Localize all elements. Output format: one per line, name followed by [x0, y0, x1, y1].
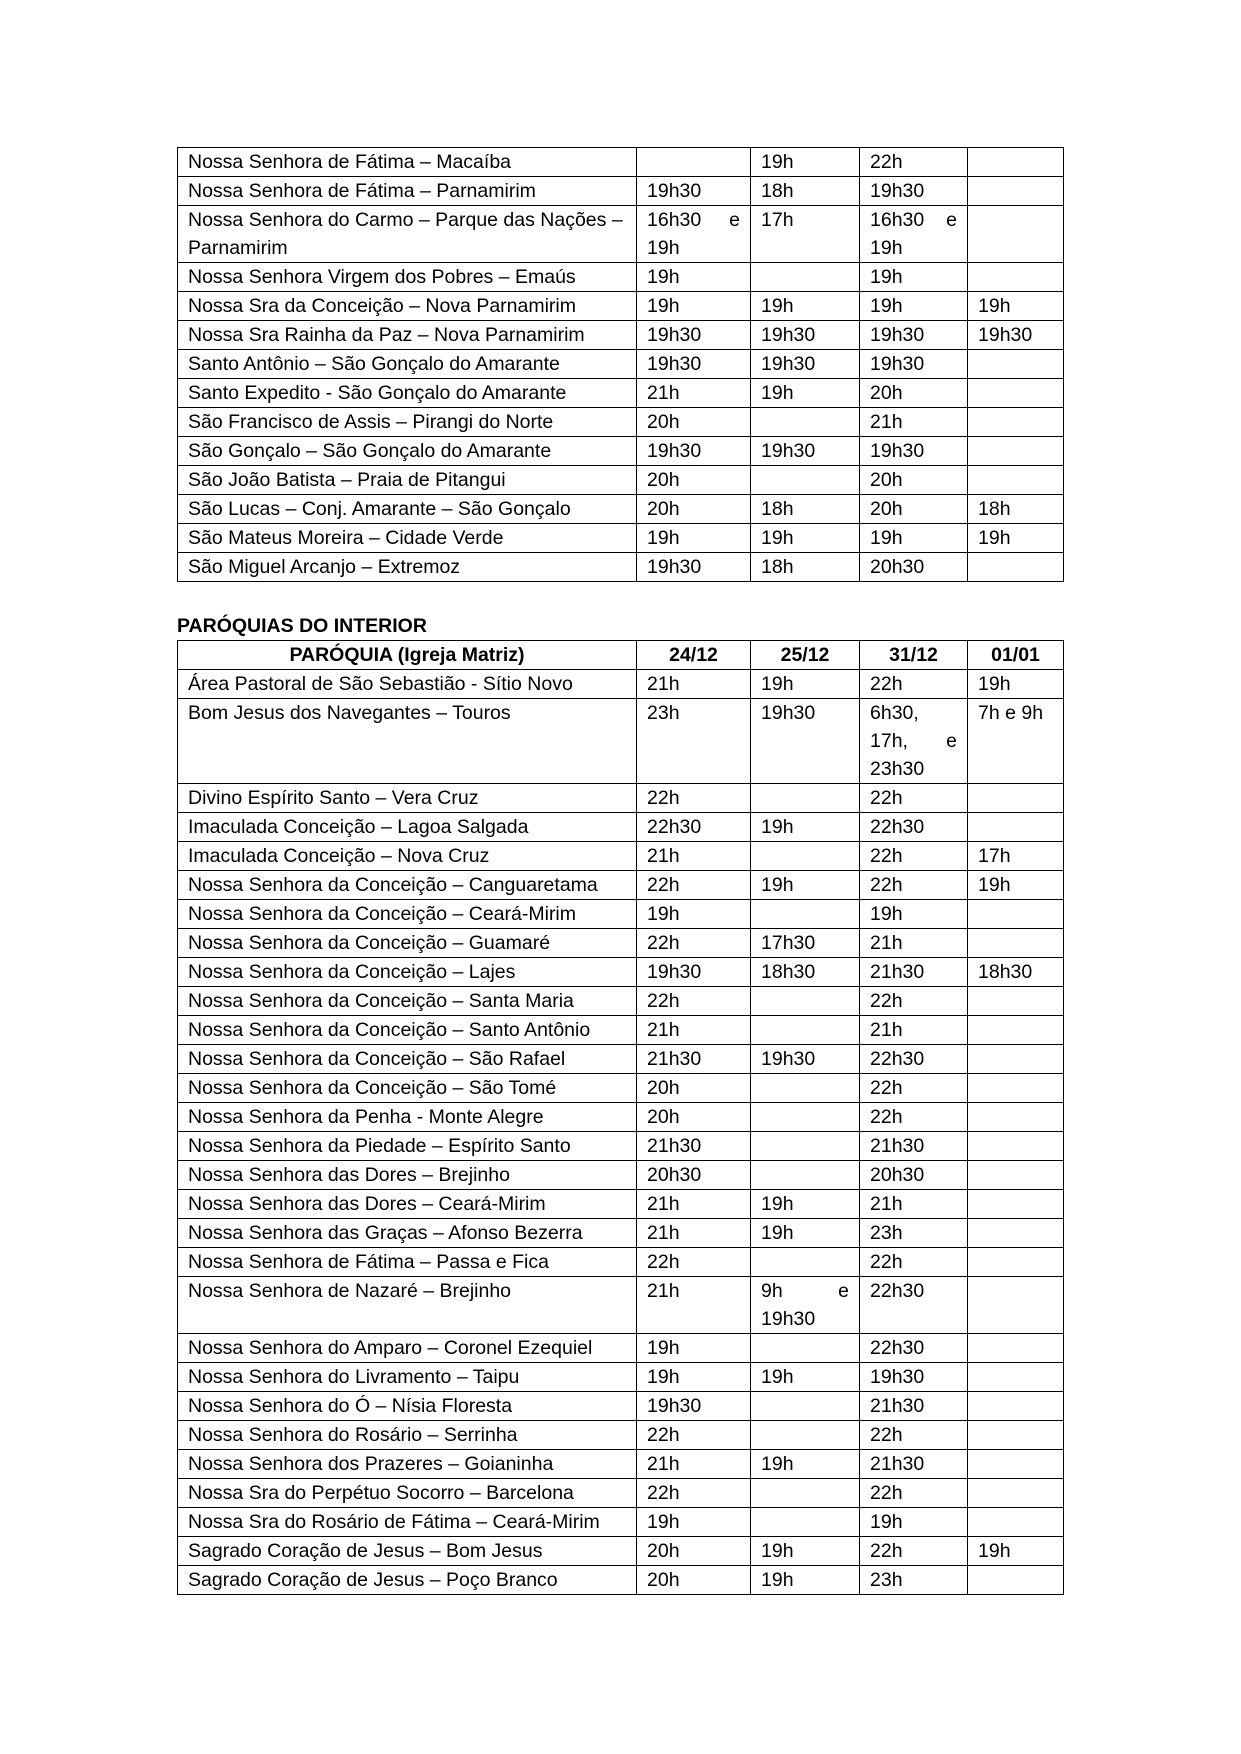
cell-parish: Nossa Senhora da Conceição – Guamaré — [178, 929, 637, 958]
cell-24-12 — [637, 148, 751, 177]
cell-24-12: 16h30 e 19h — [637, 206, 751, 263]
cell-25-12: 19h — [751, 148, 860, 177]
cell-31-12: 21h30 — [860, 1132, 968, 1161]
table-row — [178, 1074, 1064, 1103]
cell-01-01 — [968, 466, 1064, 495]
cell-01-01: 18h — [968, 495, 1064, 524]
cell-parish: Nossa Senhora das Dores – Brejinho — [178, 1161, 637, 1190]
cell-24-12: 19h30 — [637, 350, 751, 379]
cell-parish: Sagrado Coração de Jesus – Bom Jesus — [178, 1537, 637, 1566]
table-row — [178, 1479, 1064, 1508]
cell-31-12: 22h30 — [860, 1334, 968, 1363]
cell-24-12: 19h — [637, 1334, 751, 1363]
cell-01-01: 19h — [968, 670, 1064, 699]
cell-25-12 — [751, 1132, 860, 1161]
cell-parish: São Mateus Moreira – Cidade Verde — [178, 524, 637, 553]
cell-01-01 — [968, 813, 1064, 842]
cell-01-01 — [968, 1161, 1064, 1190]
cell-parish: Nossa Sra da Conceição – Nova Parnamirim — [178, 292, 637, 321]
cell-31-12: 19h30 — [860, 350, 968, 379]
cell-24-12: 22h — [637, 929, 751, 958]
cell-24-12: 19h — [637, 1363, 751, 1392]
cell-25-12 — [751, 408, 860, 437]
cell-25-12: 19h30 — [751, 350, 860, 379]
cell-parish: Nossa Senhora do Rosário – Serrinha — [178, 1421, 637, 1450]
cell-parish: Nossa Senhora de Nazaré – Brejinho — [178, 1277, 637, 1334]
cell-24-12: 21h — [637, 1219, 751, 1248]
table-row — [178, 1334, 1064, 1363]
cell-24-12: 20h — [637, 1074, 751, 1103]
cell-31-12: 22h — [860, 987, 968, 1016]
table-row — [178, 813, 1064, 842]
cell-01-01 — [968, 1132, 1064, 1161]
table-row — [178, 1450, 1064, 1479]
table-row — [178, 350, 1064, 379]
table-row — [178, 206, 1064, 263]
cell-parish: Nossa Senhora de Fátima – Macaíba — [178, 148, 637, 177]
cell-01-01: 17h — [968, 842, 1064, 871]
table-row — [178, 1392, 1064, 1421]
cell-01-01 — [968, 1508, 1064, 1537]
cell-parish: Sagrado Coração de Jesus – Poço Branco — [178, 1566, 637, 1595]
cell-24-12: 19h30 — [637, 437, 751, 466]
cell-01-01: 19h30 — [968, 321, 1064, 350]
cell-parish: Nossa Senhora do Amparo – Coronel Ezequiel — [178, 1334, 637, 1363]
cell-25-12: 19h — [751, 379, 860, 408]
cell-24-12: 21h — [637, 1016, 751, 1045]
cell-01-01 — [968, 1045, 1064, 1074]
cell-24-12: 22h — [637, 1479, 751, 1508]
cell-31-12: 20h — [860, 495, 968, 524]
table-row — [178, 148, 1064, 177]
cell-31-12: 22h30 — [860, 813, 968, 842]
cell-parish: Nossa Senhora das Graças – Afonso Bezerra — [178, 1219, 637, 1248]
table-row — [178, 670, 1064, 699]
cell-25-12: 19h — [751, 1363, 860, 1392]
cell-31-12: 20h — [860, 466, 968, 495]
cell-01-01: 19h — [968, 1537, 1064, 1566]
cell-24-12: 19h30 — [637, 321, 751, 350]
cell-01-01 — [968, 1334, 1064, 1363]
cell-31-12: 23h — [860, 1566, 968, 1595]
table-row — [178, 1537, 1064, 1566]
table-row — [178, 1219, 1064, 1248]
cell-01-01 — [968, 379, 1064, 408]
cell-31-12: 22h — [860, 871, 968, 900]
cell-01-01 — [968, 1190, 1064, 1219]
cell-01-01 — [968, 1566, 1064, 1595]
cell-parish: São Lucas – Conj. Amarante – São Gonçalo — [178, 495, 637, 524]
cell-31-12: 22h30 — [860, 1277, 968, 1334]
cell-31-12: 20h30 — [860, 1161, 968, 1190]
header-date-01-01: 01/01 — [968, 641, 1064, 670]
cell-01-01 — [968, 1074, 1064, 1103]
cell-25-12: 19h — [751, 292, 860, 321]
cell-01-01 — [968, 553, 1064, 582]
cell-31-12: 23h — [860, 1219, 968, 1248]
cell-25-12: 19h — [751, 1219, 860, 1248]
cell-24-12: 19h — [637, 524, 751, 553]
cell-31-12: 22h — [860, 1537, 968, 1566]
cell-25-12: 18h30 — [751, 958, 860, 987]
cell-25-12: 19h — [751, 524, 860, 553]
cell-01-01 — [968, 1277, 1064, 1334]
header-date-24-12: 24/12 — [637, 641, 751, 670]
cell-25-12 — [751, 842, 860, 871]
cell-24-12: 21h30 — [637, 1045, 751, 1074]
cell-parish: Nossa Senhora da Conceição – Ceará-Mirim — [178, 900, 637, 929]
cell-parish: Nossa Senhora Virgem dos Pobres – Emaús — [178, 263, 637, 292]
cell-25-12 — [751, 987, 860, 1016]
cell-31-12: 19h30 — [860, 177, 968, 206]
cell-01-01 — [968, 784, 1064, 813]
cell-25-12 — [751, 263, 860, 292]
table-row — [178, 842, 1064, 871]
cell-25-12: 19h — [751, 871, 860, 900]
cell-01-01 — [968, 900, 1064, 929]
cell-24-12: 19h30 — [637, 1392, 751, 1421]
cell-24-12: 21h — [637, 379, 751, 408]
cell-31-12: 22h — [860, 1248, 968, 1277]
cell-25-12: 18h — [751, 177, 860, 206]
cell-25-12 — [751, 784, 860, 813]
cell-parish: Santo Expedito - São Gonçalo do Amarante — [178, 379, 637, 408]
table-row — [178, 1190, 1064, 1219]
interior-parish-schedule-table — [177, 640, 1064, 1595]
table-row — [178, 987, 1064, 1016]
table-row — [178, 321, 1064, 350]
cell-24-12: 20h30 — [637, 1161, 751, 1190]
cell-24-12: 21h — [637, 1190, 751, 1219]
table-row — [178, 263, 1064, 292]
cell-31-12: 19h30 — [860, 1363, 968, 1392]
cell-01-01: 7h e 9h — [968, 699, 1064, 784]
cell-31-12: 20h — [860, 379, 968, 408]
cell-25-12: 19h — [751, 813, 860, 842]
cell-24-12: 19h — [637, 900, 751, 929]
table-row — [178, 437, 1064, 466]
cell-31-12: 22h — [860, 1479, 968, 1508]
cell-25-12 — [751, 900, 860, 929]
cell-25-12: 18h — [751, 553, 860, 582]
table-row — [178, 900, 1064, 929]
cell-parish: Nossa Sra do Rosário de Fátima – Ceará-Mirim — [178, 1508, 637, 1537]
cell-01-01: 18h30 — [968, 958, 1064, 987]
cell-24-12: 19h30 — [637, 553, 751, 582]
cell-24-12: 21h — [637, 842, 751, 871]
cell-31-12: 19h — [860, 1508, 968, 1537]
cell-01-01 — [968, 408, 1064, 437]
cell-25-12: 17h — [751, 206, 860, 263]
cell-31-12: 21h — [860, 1016, 968, 1045]
cell-24-12: 21h30 — [637, 1132, 751, 1161]
cell-25-12 — [751, 1392, 860, 1421]
table-body — [178, 670, 1064, 1595]
table-row — [178, 1161, 1064, 1190]
cell-01-01 — [968, 350, 1064, 379]
cell-31-12: 19h — [860, 900, 968, 929]
cell-parish: Imaculada Conceição – Nova Cruz — [178, 842, 637, 871]
table-row — [178, 1103, 1064, 1132]
cell-01-01 — [968, 206, 1064, 263]
table-row — [178, 929, 1064, 958]
cell-24-12: 19h30 — [637, 177, 751, 206]
cell-31-12: 21h30 — [860, 958, 968, 987]
cell-24-12: 19h — [637, 292, 751, 321]
table-row — [178, 1508, 1064, 1537]
cell-24-12: 22h — [637, 784, 751, 813]
cell-parish: Nossa Senhora do Livramento – Taipu — [178, 1363, 637, 1392]
cell-parish: Nossa Senhora da Conceição – Lajes — [178, 958, 637, 987]
cell-24-12: 22h — [637, 1248, 751, 1277]
cell-24-12: 22h — [637, 871, 751, 900]
cell-25-12 — [751, 1248, 860, 1277]
cell-25-12 — [751, 1508, 860, 1537]
cell-parish: Santo Antônio – São Gonçalo do Amarante — [178, 350, 637, 379]
cell-parish: Nossa Senhora das Dores – Ceará-Mirim — [178, 1190, 637, 1219]
cell-24-12: 21h — [637, 1277, 751, 1334]
cell-parish: Nossa Senhora da Penha - Monte Alegre — [178, 1103, 637, 1132]
table-row — [178, 1363, 1064, 1392]
cell-01-01 — [968, 1421, 1064, 1450]
cell-parish: Nossa Senhora da Conceição – Santa Maria — [178, 987, 637, 1016]
cell-parish: Nossa Sra do Perpétuo Socorro – Barcelona — [178, 1479, 637, 1508]
cell-parish: São Miguel Arcanjo – Extremoz — [178, 553, 637, 582]
cell-parish: São Gonçalo – São Gonçalo do Amarante — [178, 437, 637, 466]
section-title-interior: PARÓQUIAS DO INTERIOR — [177, 615, 427, 637]
cell-parish: Nossa Senhora de Fátima – Passa e Fica — [178, 1248, 637, 1277]
cell-24-12: 19h — [637, 1508, 751, 1537]
cell-31-12: 22h — [860, 1074, 968, 1103]
cell-24-12: 22h — [637, 1421, 751, 1450]
cell-31-12: 21h30 — [860, 1450, 968, 1479]
cell-24-12: 19h30 — [637, 958, 751, 987]
cell-01-01 — [968, 929, 1064, 958]
cell-25-12 — [751, 1074, 860, 1103]
cell-parish: Nossa Senhora dos Prazeres – Goianinha — [178, 1450, 637, 1479]
cell-31-12: 22h — [860, 670, 968, 699]
cell-25-12 — [751, 1016, 860, 1045]
table-row — [178, 958, 1064, 987]
cell-24-12: 20h — [637, 408, 751, 437]
cell-31-12: 16h30 e 19h — [860, 206, 968, 263]
cell-01-01 — [968, 148, 1064, 177]
cell-01-01 — [968, 1392, 1064, 1421]
cell-31-12: 21h — [860, 408, 968, 437]
cell-parish: Nossa Senhora de Fátima – Parnamirim — [178, 177, 637, 206]
cell-01-01 — [968, 437, 1064, 466]
table-body — [178, 148, 1064, 582]
cell-31-12: 21h — [860, 929, 968, 958]
header-parish: PARÓQUIA (Igreja Matriz) — [178, 641, 637, 670]
table-row — [178, 524, 1064, 553]
cell-25-12 — [751, 1421, 860, 1450]
cell-parish: Nossa Senhora da Piedade – Espírito Santo — [178, 1132, 637, 1161]
header-date-31-12: 31/12 — [860, 641, 968, 670]
table-row — [178, 1566, 1064, 1595]
cell-25-12: 19h30 — [751, 1045, 860, 1074]
cell-01-01 — [968, 1219, 1064, 1248]
table-header-row — [178, 641, 1064, 670]
table-row — [178, 553, 1064, 582]
cell-25-12: 9h e 19h30 — [751, 1277, 860, 1334]
cell-25-12: 19h — [751, 1450, 860, 1479]
cell-31-12: 21h — [860, 1190, 968, 1219]
table-row — [178, 1016, 1064, 1045]
table-row — [178, 1045, 1064, 1074]
cell-parish: Nossa Sra Rainha da Paz – Nova Parnamirim — [178, 321, 637, 350]
header-date-25-12: 25/12 — [751, 641, 860, 670]
cell-25-12: 19h30 — [751, 437, 860, 466]
cell-25-12: 19h30 — [751, 699, 860, 784]
cell-01-01 — [968, 987, 1064, 1016]
cell-31-12: 22h — [860, 842, 968, 871]
cell-01-01: 19h — [968, 292, 1064, 321]
cell-31-12: 22h30 — [860, 1045, 968, 1074]
cell-25-12 — [751, 1161, 860, 1190]
cell-25-12 — [751, 466, 860, 495]
cell-parish: São João Batista – Praia de Pitangui — [178, 466, 637, 495]
cell-31-12: 6h30, 17h, e 23h30 — [860, 699, 968, 784]
cell-01-01 — [968, 1479, 1064, 1508]
table-row — [178, 408, 1064, 437]
cell-31-12: 19h — [860, 524, 968, 553]
cell-25-12 — [751, 1479, 860, 1508]
cell-parish: São Francisco de Assis – Pirangi do Norte — [178, 408, 637, 437]
table-row — [178, 784, 1064, 813]
cell-31-12: 22h — [860, 1103, 968, 1132]
table-row — [178, 699, 1064, 784]
cell-31-12: 20h30 — [860, 553, 968, 582]
cell-01-01 — [968, 1016, 1064, 1045]
cell-25-12: 19h30 — [751, 321, 860, 350]
cell-31-12: 19h — [860, 263, 968, 292]
cell-24-12: 20h — [637, 1103, 751, 1132]
cell-31-12: 19h — [860, 292, 968, 321]
table-row — [178, 466, 1064, 495]
cell-24-12: 23h — [637, 699, 751, 784]
cell-parish: Nossa Senhora do Carmo – Parque das Nações – Parnamirim — [178, 206, 637, 263]
cell-24-12: 20h — [637, 1566, 751, 1595]
table-row — [178, 177, 1064, 206]
table-row — [178, 871, 1064, 900]
cell-31-12: 22h — [860, 1421, 968, 1450]
cell-01-01: 19h — [968, 524, 1064, 553]
cell-parish: Divino Espírito Santo – Vera Cruz — [178, 784, 637, 813]
cell-parish: Área Pastoral de São Sebastião - Sítio Novo — [178, 670, 637, 699]
cell-25-12: 19h — [751, 1190, 860, 1219]
cell-parish: Bom Jesus dos Navegantes – Touros — [178, 699, 637, 784]
cell-parish: Nossa Senhora do Ó – Nísia Floresta — [178, 1392, 637, 1421]
cell-31-12: 22h — [860, 148, 968, 177]
cell-01-01 — [968, 1363, 1064, 1392]
cell-24-12: 20h — [637, 495, 751, 524]
cell-24-12: 20h — [637, 466, 751, 495]
cell-25-12: 19h — [751, 1537, 860, 1566]
cell-31-12: 19h30 — [860, 321, 968, 350]
cell-01-01 — [968, 263, 1064, 292]
cell-24-12: 20h — [637, 1537, 751, 1566]
cell-25-12 — [751, 1334, 860, 1363]
cell-31-12: 22h — [860, 784, 968, 813]
table-row — [178, 1277, 1064, 1334]
cell-parish: Imaculada Conceição – Lagoa Salgada — [178, 813, 637, 842]
cell-24-12: 19h — [637, 263, 751, 292]
cell-01-01 — [968, 1103, 1064, 1132]
cell-24-12: 22h — [637, 987, 751, 1016]
table-row — [178, 1421, 1064, 1450]
cell-24-12: 22h30 — [637, 813, 751, 842]
cell-24-12: 21h — [637, 670, 751, 699]
table-row — [178, 495, 1064, 524]
cell-31-12: 19h30 — [860, 437, 968, 466]
cell-31-12: 21h30 — [860, 1392, 968, 1421]
table-row — [178, 292, 1064, 321]
cell-25-12: 18h — [751, 495, 860, 524]
cell-parish: Nossa Senhora da Conceição – São Rafael — [178, 1045, 637, 1074]
parish-schedule-table-continued — [177, 147, 1064, 582]
cell-01-01 — [968, 1248, 1064, 1277]
cell-01-01 — [968, 1450, 1064, 1479]
cell-01-01: 19h — [968, 871, 1064, 900]
cell-01-01 — [968, 177, 1064, 206]
table-row — [178, 1248, 1064, 1277]
cell-25-12: 19h — [751, 670, 860, 699]
table-row — [178, 379, 1064, 408]
cell-25-12: 17h30 — [751, 929, 860, 958]
cell-25-12 — [751, 1103, 860, 1132]
cell-parish: Nossa Senhora da Conceição – Canguaretama — [178, 871, 637, 900]
cell-parish: Nossa Senhora da Conceição – Santo Antônio — [178, 1016, 637, 1045]
cell-parish: Nossa Senhora da Conceição – São Tomé — [178, 1074, 637, 1103]
cell-24-12: 21h — [637, 1450, 751, 1479]
table-row — [178, 1132, 1064, 1161]
cell-25-12: 19h — [751, 1566, 860, 1595]
